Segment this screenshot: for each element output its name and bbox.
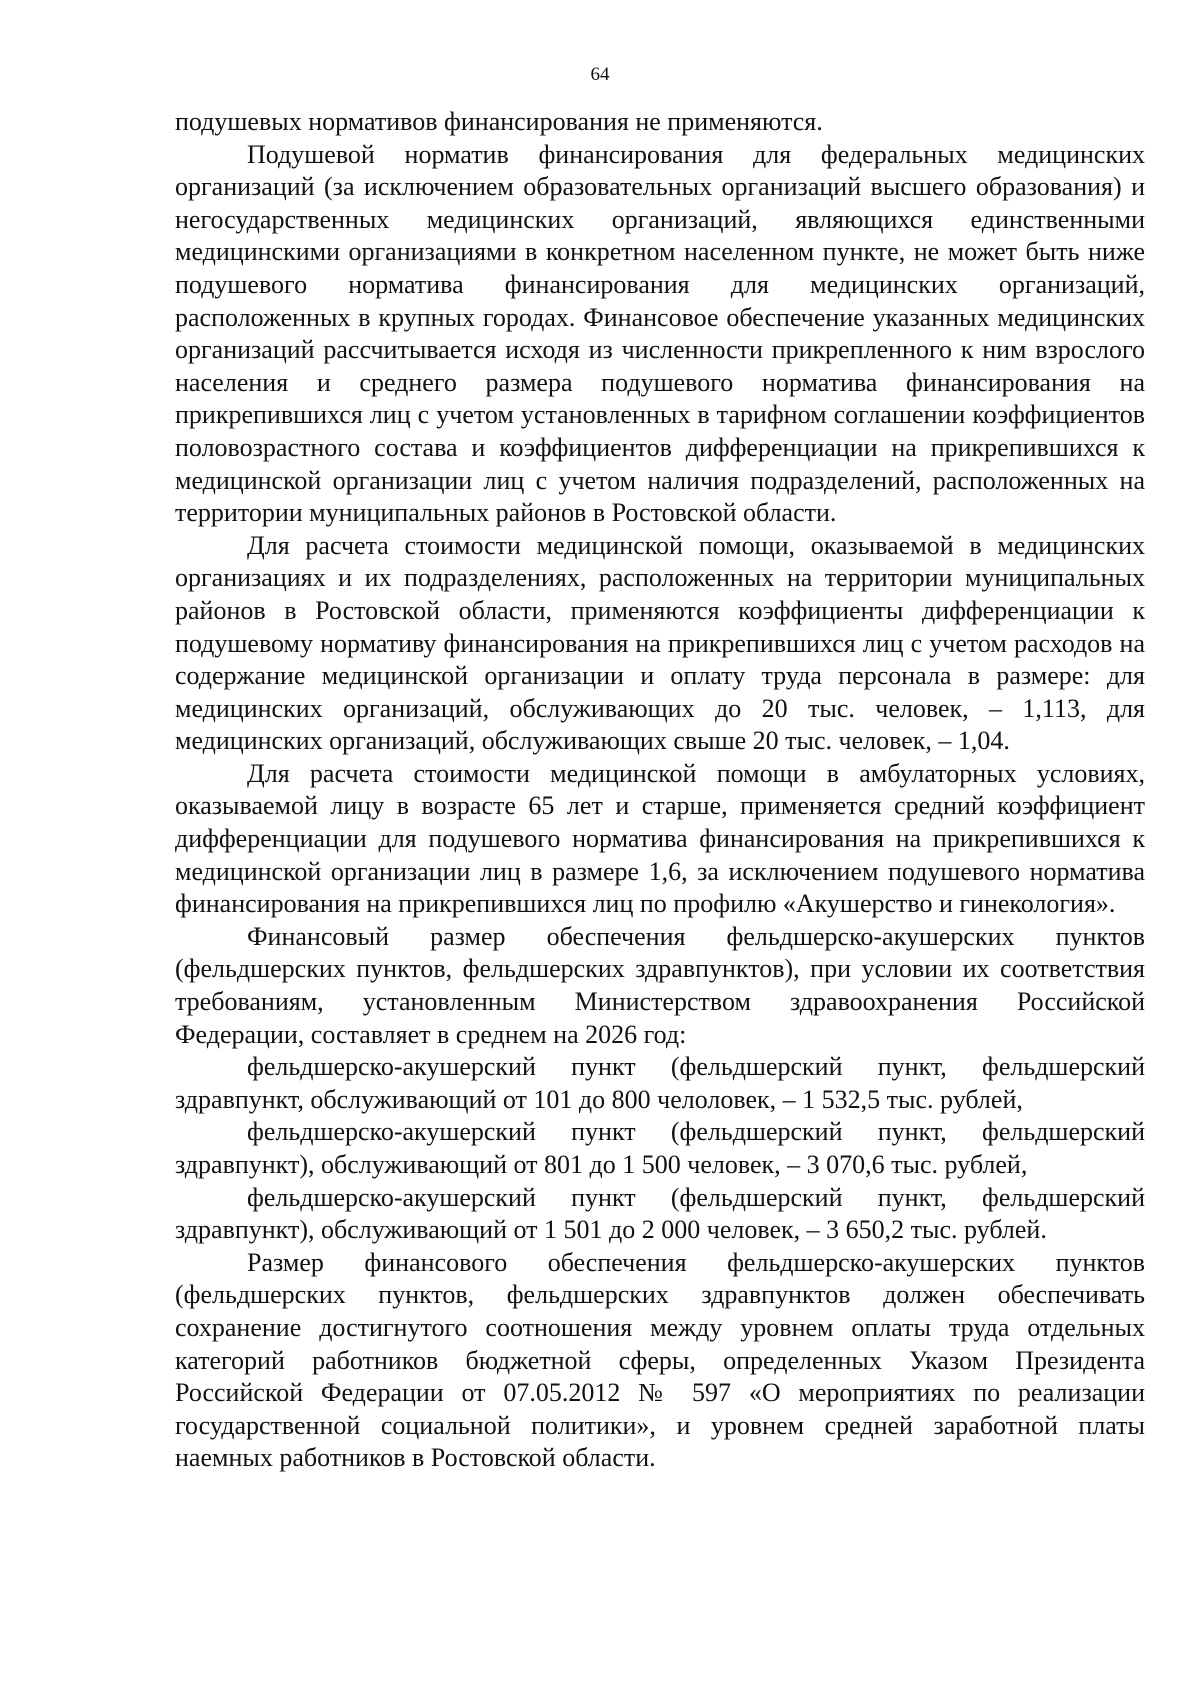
page-number: 64 (590, 64, 610, 85)
paragraph-federal-norm: Подушевой норматив финансирования для федеральных медицинских организаций (за исключением образовательных организаций высшего образования) и негосударственных медицинских организаций, являющихся единственными медицинскими организациями в конкретном населенном пункте, не может быть ниже подушевого норматива финансирования для медицинских организаций, расположенных в крупных городах. Финансовое обеспечение указанных медицинских организаций рассчитывается исходя из численности прикрепленного к ним взрослого населения и среднего размера подушевого норматива финансирования на прикрепившихся лиц с учетом установленных в тарифном соглашении коэффициентов половозрастного состава и коэффициентов дифференциации на прикрепившихся к медицинской организации лиц с учетом наличия подразделений, расположенных на территории муниципальных районов в Ростовской области. (175, 139, 1145, 528)
list-item-fap-1501-2000: фельдшерско-акушерский пункт (фельдшерский пункт, фельдшерский здравпункт), обслуживающий от 1 501 до 2 000 человек, – 3 650,2 тыс. рублей. (175, 1182, 1145, 1245)
paragraph-differentiation-coefficients: Для расчета стоимости медицинской помощи, оказываемой в медицинских организациях и их подразделениях, расположенных на территории муниципальных районов в Ростовской области, применяются коэффициенты дифференциации к подушевому нормативу финансирования на прикрепившихся лиц с учетом расходов на содержание медицинской организации и оплату труда персонала в размере: для медицинских организаций, обслуживающих до 20 тыс. человек, – 1,113, для медицинских организаций, обслуживающих свыше 20 тыс. человек, – 1,04. (175, 530, 1145, 756)
document-body (175, 106, 1145, 1475)
paragraph-continuation: подушевых нормативов финансирования не применяются. (175, 107, 823, 136)
paragraph-fap-financial-size: Финансовый размер обеспечения фельдшерско-акушерских пунктов (фельдшерских пунктов, фельдшерских здравпунктов), при условии их соответствия требованиям, установленным Министерством здравоохранения Российской Федерации, составляет в среднем на 2026 год: (175, 921, 1145, 1049)
paragraph-fap-wage-ratio: Размер финансового обеспечения фельдшерско-акушерских пунктов (фельдшерских пунктов, фельдшерских здравпунктов должен обеспечивать сохранение достигнутого соотношения между уровнем оплаты труда отдельных категорий работников бюджетной сферы, определенных Указом Президента Российской Федерации от 07.05.2012 № 597 «О мероприятиях по реализации государственной социальной политики», и уровнем средней заработной платы наемных работников в Ростовской области. (175, 1247, 1145, 1473)
list-item-fap-801-1500: фельдшерско-акушерский пункт (фельдшерский пункт, фельдшерский здравпункт), обслуживающий от 801 до 1 500 человек, – 3 070,6 тыс. рублей, (175, 1117, 1145, 1179)
paragraph-age-65-coefficient: Для расчета стоимости медицинской помощи в амбулаторных условиях, оказываемой лицу в возрасте 65 лет и старше, применяется средний коэффициент дифференциации для подушевого норматива финансирования на прикрепившихся к медицинской организации лиц в размере 1,6, за исключением подушевого норматива финансирования на прикрепившихся лиц по профилю «Акушерство и гинекология». (175, 758, 1145, 919)
list-item-fap-101-800: фельдшерско-акушерский пункт (фельдшерский пункт, фельдшерский здравпункт, обслуживающий от 101 до 800 челоловек, – 1 532,5 тыс. рублей, (175, 1052, 1145, 1114)
